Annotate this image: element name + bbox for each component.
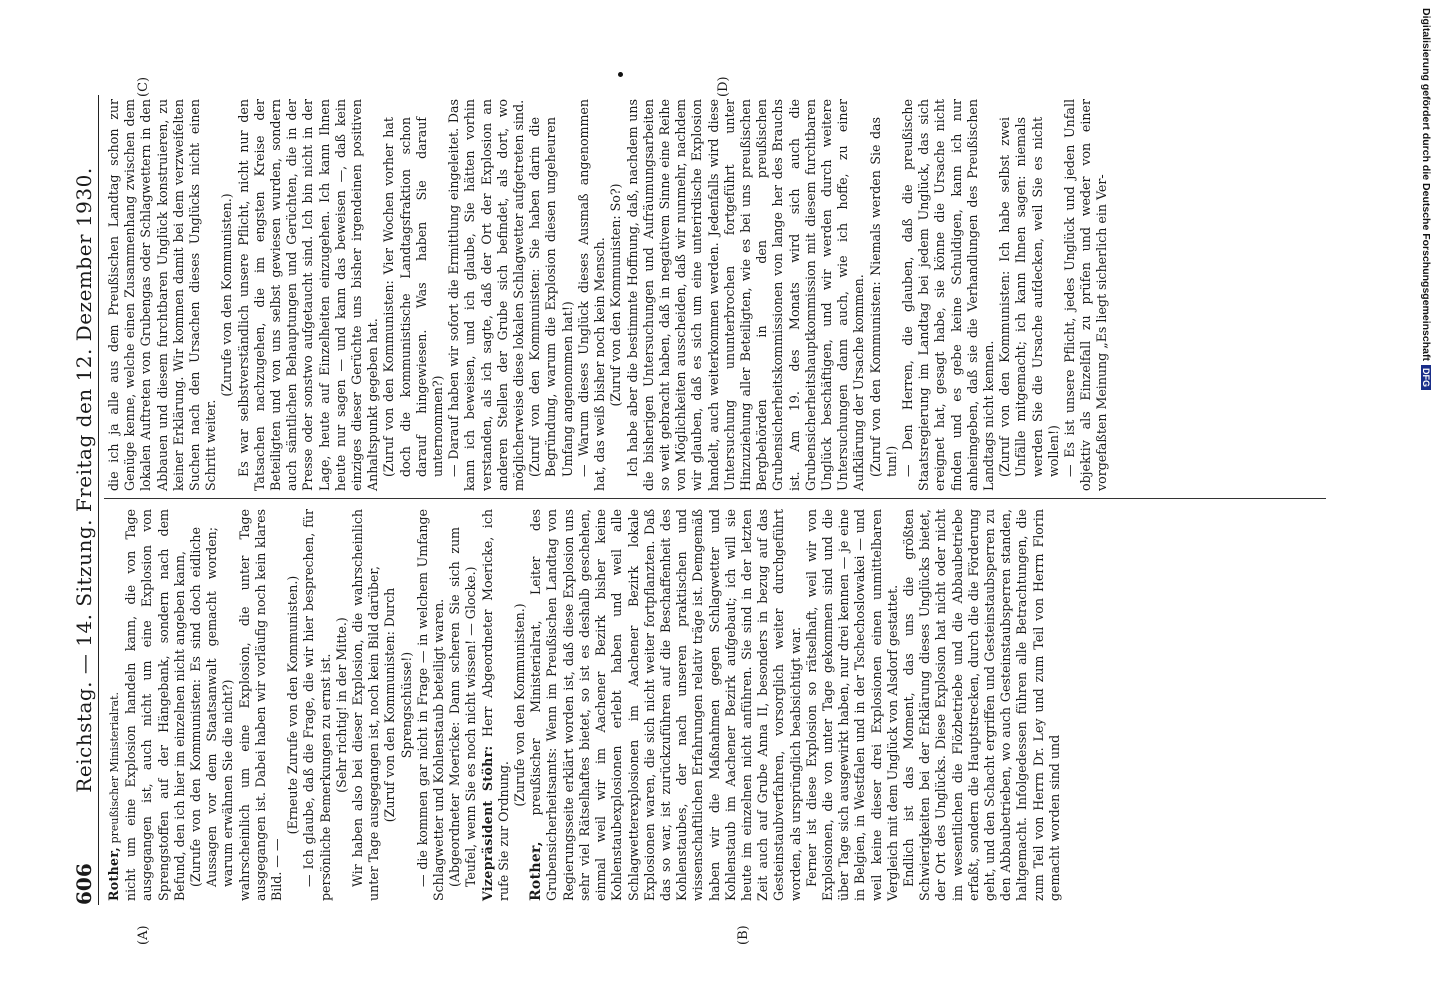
interjection: (Zuruf von den Kommunisten: Vier Wochen vorher hat doch die kommunistische Landtagsfraktion schon darauf hingewiesen. Was haben Sie darauf unternommen?) (381, 117, 446, 477)
interjection: (Zuruf von den Kommunisten: Ich habe selbst zwei Unfälle mitgemacht; ich kann Ihnen sagen: niemals werden Sie die Ursache aufdecken, weil Sie es nicht wollen!) (997, 117, 1061, 477)
digitization-credit (1420, 8, 1432, 390)
paragraph: die ich ja alle aus dem Preußischen Landtag schon zur Genüge kenne, welche einen Zusammenhang zwischen dem lokalen Auftreten von Grubengas oder Schlagwettern in den Abbauen und diesem furchtbaren Unglück konstruieren, zu keiner Erklärung. Wir kommen damit bei dem verzweifelten Suchen nach den Ursachen dieses Unglücks nicht einen Schritt weiter. (106, 99, 219, 491)
interjection: (Zuruf von den Kommunisten: So?) (608, 183, 624, 407)
interjection: (Zurufe von den Kommunisten: Es sind doch eidliche Aussagen vor dem Staatsanwalt gemacht worden; warum erwähnen Sie die nicht?) (188, 527, 236, 887)
paragraph: — Darauf haben wir sofort die Ermittlung eingeleitet. Das kann ich beweisen, und ich glaube, Sie hätten vorhin verstanden, als ich sagte, daß der Ort der Explosion an anderen Stellen der Grube sich befindet, als dort, wo möglicherweise diese lokalen Schlagwetter aufgetreten sind. (446, 99, 527, 491)
paragraph: Wenn im Preußischen Landtag von Regierungsseite erklärt worden ist, daß diese Explosion uns sehr viel Rätselhaftes bietet, so ist es deshalb geschehen, einmal weil wir im Aachener Bezirk bisher keine Kohlenstaubexplosionen erlebt haben und weil alle Schlagwetterexplosionen im Aachener Bezirk lokale Explosionen waren, die sich nicht weiter fortpflanzten. Daß das so war, ist zurückzuführen auf die Beschaffenheit des Kohlenstaubes, der nach unseren praktischen und wissenschaftlichen Erfahrungen relativ träge ist. Demgemäß haben wir die Maßnahmen gegen Schlagwetter und Kohlenstaub im Aachener Bezirk aufgebaut; ich will sie heute im einzelnen nicht anführen. Sie sind in der letzten Zeit auch auf Grube Anna II, besonders in bezug auf das Gesteinstaubverfahren, vorsorglich weiter durchgeführt worden, als ursprünglich beabsichtigt war. (544, 509, 803, 901)
paragraph: — Warum dieses Unglück dieses Ausmaß angenommen hat, das weiß bisher noch kein Mensch. (575, 99, 608, 491)
paragraph: Es war selbstverständlich unsere Pflicht, nicht nur den Tatsachen nachzugehen, die im engsten Kreise der Beteiligten und von uns selbst gewiesen wurden, sondern auch sämtlichen Behauptungen und Gerüchten, die in der Presse oder sonstwo aufgetaucht sind. Ich bin nicht in der Lage, heute auf Einzelheiten einzugehen. Ich kann Ihnen heute nur sagen — und kann das beweisen —, daß kein einziges dieser Gerüchte uns bisher irgendeinen positiven Anhaltspunkt gegeben hat. (235, 99, 381, 491)
paragraph: Wir haben also bei dieser Explosion, die wahrscheinlich unter Tage ausgegangen ist, noch kein Bild darüber, (350, 509, 382, 901)
column-divider (104, 498, 1326, 499)
paragraph: Ich habe aber die bestimmte Hoffnung, daß, nachdem uns die bisherigen Untersuchungen und Aufräumungsarbeiten so weit gebracht haben, daß in negativem Sinne eine Reihe von Möglichkeiten ausscheiden, daß wir nunmehr, nachdem wir glauben, daß es sich um eine unterirdische Explosion handelt, auch weiterkommen werden. Jedenfalls wird diese Untersuchung ununterbrochen fortgeführt unter Hinzuziehung aller Beteiligten, wie es bei uns preußischen Bergbehörden in den preußischen Grubensicherheitskommissionen von lange her des Brauchs ist. Am 19. des Monats wird sich auch die Grubensicherheitshauptkommission mit diesem furchtbaren Unglück beschäftigen, und wir werden durch weitere Untersuchungen dann auch, wie ich hoffe, zu einer Aufklärung der Ursache kommen. (624, 99, 867, 491)
dfg-logo: DFG (1421, 365, 1431, 390)
right-column (106, 99, 1111, 491)
paragraph: nicht um eine Explosion handeln kann, die von Tage ausgegangen ist, auch nicht um eine Explosion von Sprengstoffen auf der Hängebank, sondern nach dem Befund, den ich hier im einzelnen nicht angeben kann, (123, 509, 187, 901)
speaker-heading (106, 509, 123, 901)
interjection: (Zurufe von den Kommunisten.) (219, 193, 235, 397)
speaker-role: preußischer Ministerialrat. (108, 691, 121, 847)
credit-text: Digitalisierung gefördert durch die Deutsche Forschungsgemeinschaft (1420, 8, 1432, 361)
page-number: 606 (72, 863, 96, 905)
interjection: (Zuruf von den Kommunisten: Sie haben darin die Begründung, warum die Explosion diesen ungeheuren Umfang angenommen hat!) (527, 117, 575, 477)
page-header (70, 95, 99, 905)
speaker-name: Rother, (528, 841, 545, 901)
left-column (106, 509, 1063, 901)
speaker-block (528, 509, 803, 901)
speaker-role: preußischer Ministerialrat, Leiter des Grubensicherheitsamts: (528, 509, 560, 901)
ink-dot (618, 72, 623, 77)
interjection: (Sehr richtig! in der Mitte.) (333, 617, 349, 793)
margin-marker-d: (D) (716, 76, 731, 97)
running-title: Reichstag. — 14. Sitzung. Freitag den 12. Dezember 1930. (72, 167, 96, 793)
paragraph: — Den Herren, die glauben, daß die preußische Staatsregierung im Landtag bei jedem Unglück, das sich ereignet hat, gesagt habe, sie könne die Ursache nicht finden und es gebe keine Schuldigen, kann ich nur anheimgeben, daß sie die Verhandlungen des Preußischen Landtags nicht kennen. (899, 99, 996, 491)
vice-president-name: Vizepräsident Stöhr: (479, 745, 495, 901)
paragraph: — Ich glaube, daß die Frage, die wir hier besprechen, für persönliche Bemerkungen zu ernst ist. (301, 509, 333, 901)
margin-marker-c: (C) (136, 76, 151, 97)
interjection: (Zuruf von den Kommunisten: Durch Sprengschüsse!) (382, 587, 414, 823)
paragraph: Endlich ist das Moment, das uns die größten Schwierigkeiten bei der Erklärung dieses Unglücks bietet, der Ort des Unglücks. Diese Explosion hat nicht oder nicht im wesentlichen die Flözbetriebe und die Abbaubetriebe erfaßt, sondern die Hauptstrecken, durch die die Förderung geht, und den Schacht ergriffen und Gesteinstaubsperren zu den Abbaubetrieben, wo auch Gesteinstaubsperren standen, haltgemacht. Infolgedessen führen alle Betrachtungen, die zum Teil von Herrn Dr. Ley und zum Teil von Herrn Florin gemacht worden sind und (900, 509, 1062, 901)
margin-marker-b: (B) (736, 925, 751, 945)
margin-marker-a: (A) (136, 925, 151, 945)
paragraph: — Es ist unsere Pflicht, jedes Unglück und jeden Unfall objektiv als Einzelfall zu prüfen und weder von einer vorgefaßten Meinung „Es liegt sicherlich ein Ver- (1061, 99, 1110, 491)
vice-president-text: Herr Abgeordneter Moericke, ich rufe Sie zur Ordnung. (479, 508, 511, 901)
paragraph: Ferner ist diese Explosion so rätselhaft, weil wir von Explosionen, die von unter Tage gekommen sind und die über Tage sich ausgewirkt haben, nur drei kennen — je eine in Belgien, in Westfalen und in der Tschechoslowakei — und weil keine dieser drei Explosionen einen unmittelbaren Vergleich mit dem Unglück von Alsdorf gestattet. (803, 509, 900, 901)
rotated-page (70, 76, 1340, 945)
vice-president-remark (480, 509, 512, 901)
speaker-name: Rother, (106, 846, 121, 901)
paragraph: — die kommen gar nicht in Frage — in welchem Umfange Schlagwetter und Kohlenstaub beteiligt waren. (414, 509, 447, 901)
paragraph: wahrscheinlich um eine Explosion, die unter Tage ausgegangen ist. Dabei haben wir vorläufig noch kein klares Bild. — — (236, 509, 285, 901)
interjection: (Erneute Zurufe von den Kommunisten.) (285, 575, 301, 835)
interjection: (Abgeordneter Moericke: Dann scheren Sie sich zum Teufel, wenn Sie es noch nicht wissen! — Glocke.) (447, 527, 479, 887)
interjection: (Zuruf von den Kommunisten: Niemals werden Sie das tun!) (867, 117, 899, 477)
interjection: (Zurufe von den Kommunisten.) (512, 603, 528, 807)
